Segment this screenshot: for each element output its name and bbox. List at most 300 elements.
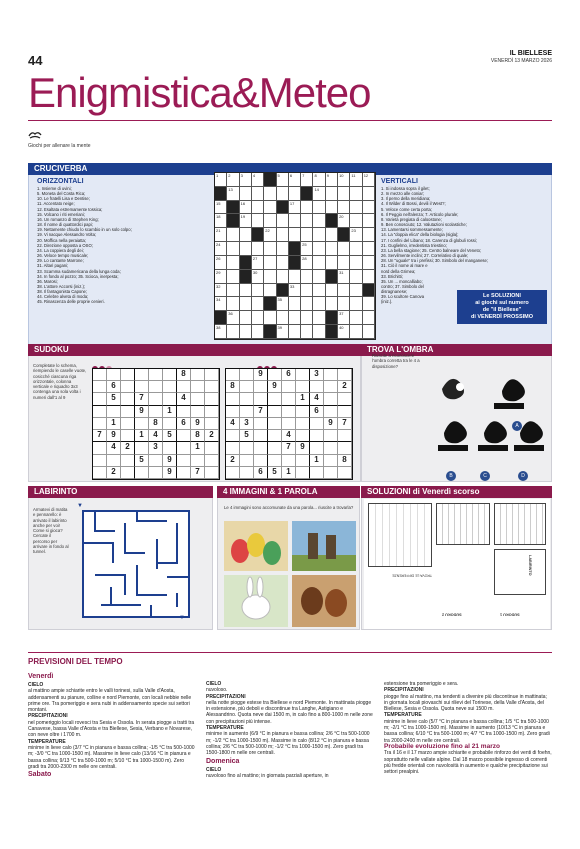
sudoku-cell[interactable]: 2	[121, 442, 135, 454]
sudoku-cell[interactable]	[121, 430, 135, 442]
crossword-grid[interactable]	[214, 172, 376, 340]
crossword-cell[interactable]	[326, 242, 338, 256]
sudoku-cell[interactable]: 9	[268, 381, 282, 393]
sudoku-cell[interactable]	[121, 393, 135, 405]
sudoku-cell[interactable]: 2	[338, 381, 352, 393]
sudoku-cell[interactable]: 1	[296, 393, 310, 405]
sudoku-cell[interactable]	[93, 418, 107, 430]
sudoku-cell[interactable]: 7	[135, 393, 149, 405]
sudoku-cell[interactable]	[338, 430, 352, 442]
sudoku-cell[interactable]: 7	[191, 467, 205, 479]
sudoku-cell[interactable]: 7	[282, 442, 296, 454]
sudoku-cell[interactable]: 5	[163, 430, 177, 442]
sudoku-cell[interactable]	[121, 381, 135, 393]
sudoku-cell[interactable]	[135, 418, 149, 430]
crossword-cell[interactable]	[326, 284, 338, 298]
crossword-cell[interactable]: 34	[215, 297, 227, 311]
sudoku-cell[interactable]: 1	[310, 455, 324, 467]
crossword-cell[interactable]: 1	[215, 173, 227, 187]
crossword-cell[interactable]: 20	[338, 214, 350, 228]
sudoku-cell[interactable]	[163, 418, 177, 430]
crossword-cell[interactable]: 36	[227, 311, 239, 325]
sudoku-cell[interactable]	[282, 393, 296, 405]
crossword-cell[interactable]	[338, 256, 350, 270]
crossword-cell[interactable]	[252, 325, 264, 339]
crossword-cell[interactable]	[240, 228, 252, 242]
sudoku-cell[interactable]: 1	[282, 467, 296, 479]
crossword-cell[interactable]	[301, 325, 313, 339]
crossword-cell[interactable]	[240, 311, 252, 325]
sudoku-cell[interactable]	[296, 369, 310, 381]
crossword-cell[interactable]: 10	[338, 173, 350, 187]
sudoku-cell[interactable]	[324, 369, 338, 381]
sudoku-cell[interactable]	[93, 406, 107, 418]
crossword-cell[interactable]	[363, 311, 375, 325]
sudoku-cell[interactable]	[268, 430, 282, 442]
sudoku-cell[interactable]: 1	[107, 418, 121, 430]
sudoku-cell[interactable]	[226, 369, 240, 381]
crossword-cell[interactable]	[313, 270, 325, 284]
sudoku-cell[interactable]	[240, 455, 254, 467]
sudoku-cell[interactable]	[282, 455, 296, 467]
crossword-cell[interactable]	[227, 284, 239, 298]
sudoku-cell[interactable]: 6	[254, 467, 268, 479]
sudoku-cell[interactable]	[177, 455, 191, 467]
crossword-cell[interactable]	[326, 297, 338, 311]
sudoku-cell[interactable]	[205, 455, 219, 467]
sudoku-cell[interactable]	[135, 381, 149, 393]
crossword-cell[interactable]	[252, 297, 264, 311]
sudoku-cell[interactable]	[191, 381, 205, 393]
sudoku-cell[interactable]	[205, 467, 219, 479]
crossword-cell[interactable]	[350, 242, 362, 256]
sudoku-cell[interactable]	[338, 393, 352, 405]
crossword-cell[interactable]	[227, 256, 239, 270]
sudoku-cell[interactable]	[324, 406, 338, 418]
crossword-cell[interactable]	[313, 297, 325, 311]
crossword-cell[interactable]	[227, 325, 239, 339]
crossword-cell[interactable]: 2	[227, 173, 239, 187]
sudoku-cell[interactable]	[240, 406, 254, 418]
sudoku-cell[interactable]: 6	[310, 406, 324, 418]
sudoku-cell[interactable]: 8	[338, 455, 352, 467]
sudoku-cell[interactable]	[121, 467, 135, 479]
sudoku-cell[interactable]: 5	[268, 467, 282, 479]
sudoku-cell[interactable]	[282, 418, 296, 430]
sudoku-cell[interactable]	[191, 455, 205, 467]
sudoku-cell[interactable]: 9	[296, 442, 310, 454]
maze-drawing[interactable]	[81, 509, 191, 619]
sudoku-cell[interactable]	[254, 418, 268, 430]
sudoku-cell[interactable]: 8	[226, 381, 240, 393]
sudoku-cell[interactable]	[324, 467, 338, 479]
sudoku-cell[interactable]: 4	[107, 442, 121, 454]
crossword-cell[interactable]	[289, 297, 301, 311]
sudoku-cell[interactable]: 8	[191, 430, 205, 442]
sudoku-cell[interactable]: 4	[177, 393, 191, 405]
crossword-cell[interactable]	[350, 187, 362, 201]
sudoku-cell[interactable]	[191, 393, 205, 405]
sudoku-cell[interactable]	[163, 393, 177, 405]
sudoku-cell[interactable]	[205, 406, 219, 418]
crossword-cell[interactable]	[264, 214, 276, 228]
sudoku-cell[interactable]	[296, 406, 310, 418]
sudoku-cell[interactable]	[149, 406, 163, 418]
crossword-cell[interactable]	[227, 270, 239, 284]
crossword-cell[interactable]: 32	[215, 284, 227, 298]
sudoku-cell[interactable]	[107, 369, 121, 381]
sudoku-cell[interactable]	[268, 393, 282, 405]
sudoku-cell[interactable]	[338, 442, 352, 454]
crossword-cell[interactable]: 17	[289, 201, 301, 215]
crossword-cell[interactable]	[338, 297, 350, 311]
crossword-cell[interactable]: 19	[240, 214, 252, 228]
sudoku-cell[interactable]	[93, 369, 107, 381]
crossword-cell[interactable]: 35	[277, 297, 289, 311]
sudoku-cell[interactable]	[163, 381, 177, 393]
sudoku-cell[interactable]	[254, 455, 268, 467]
sudoku-cell[interactable]: 8	[149, 418, 163, 430]
sudoku-cell[interactable]	[310, 442, 324, 454]
sudoku-cell[interactable]: 4	[282, 430, 296, 442]
sudoku-cell[interactable]: 1	[191, 442, 205, 454]
sudoku-grid-1[interactable]	[92, 368, 220, 480]
sudoku-cell[interactable]	[163, 369, 177, 381]
sudoku-cell[interactable]	[310, 430, 324, 442]
crossword-cell[interactable]: 16	[240, 201, 252, 215]
sudoku-cell[interactable]: 6	[282, 369, 296, 381]
sudoku-cell[interactable]	[268, 369, 282, 381]
crossword-cell[interactable]	[264, 311, 276, 325]
crossword-cell[interactable]	[240, 325, 252, 339]
sudoku-cell[interactable]	[177, 406, 191, 418]
sudoku-cell[interactable]	[107, 455, 121, 467]
sudoku-cell[interactable]	[296, 430, 310, 442]
crossword-cell[interactable]: 24	[215, 242, 227, 256]
crossword-cell[interactable]: 28	[301, 256, 313, 270]
crossword-cell[interactable]	[350, 284, 362, 298]
crossword-cell[interactable]	[326, 228, 338, 242]
sudoku-cell[interactable]	[93, 467, 107, 479]
crossword-cell[interactable]	[350, 297, 362, 311]
sudoku-cell[interactable]	[324, 381, 338, 393]
crossword-cell[interactable]	[338, 201, 350, 215]
label-c[interactable]: C	[480, 471, 490, 481]
sudoku-cell[interactable]	[310, 467, 324, 479]
crossword-cell[interactable]	[363, 201, 375, 215]
crossword-cell[interactable]	[326, 187, 338, 201]
crossword-cell[interactable]	[301, 311, 313, 325]
sudoku-cell[interactable]: 2	[107, 467, 121, 479]
crossword-cell[interactable]: 3	[240, 173, 252, 187]
sudoku-cell[interactable]	[177, 442, 191, 454]
sudoku-cell[interactable]	[324, 393, 338, 405]
crossword-cell[interactable]: 26	[215, 256, 227, 270]
crossword-cell[interactable]	[264, 201, 276, 215]
crossword-cell[interactable]	[301, 297, 313, 311]
sudoku-cell[interactable]	[121, 418, 135, 430]
sudoku-cell[interactable]: 5	[135, 455, 149, 467]
crossword-cell[interactable]: 5	[277, 173, 289, 187]
crossword-cell[interactable]	[350, 325, 362, 339]
crossword-cell[interactable]: 29	[215, 270, 227, 284]
crossword-cell[interactable]	[264, 270, 276, 284]
sudoku-cell[interactable]	[240, 467, 254, 479]
sudoku-cell[interactable]	[121, 369, 135, 381]
sudoku-cell[interactable]	[254, 381, 268, 393]
crossword-cell[interactable]	[350, 201, 362, 215]
crossword-cell[interactable]: 37	[338, 311, 350, 325]
crossword-cell[interactable]	[289, 228, 301, 242]
sudoku-cell[interactable]	[282, 381, 296, 393]
crossword-cell[interactable]	[313, 214, 325, 228]
sudoku-cell[interactable]	[268, 442, 282, 454]
sudoku-cell[interactable]	[149, 381, 163, 393]
crossword-cell[interactable]	[264, 187, 276, 201]
crossword-cell[interactable]: 4	[252, 173, 264, 187]
crossword-cell[interactable]	[338, 242, 350, 256]
crossword-cell[interactable]	[363, 242, 375, 256]
sudoku-cell[interactable]	[163, 442, 177, 454]
crossword-cell[interactable]	[363, 270, 375, 284]
crossword-cell[interactable]	[363, 256, 375, 270]
crossword-cell[interactable]	[350, 214, 362, 228]
crossword-cell[interactable]: 31	[338, 270, 350, 284]
sudoku-cell[interactable]: 9	[191, 418, 205, 430]
crossword-cell[interactable]	[227, 242, 239, 256]
crossword-cell[interactable]	[313, 242, 325, 256]
sudoku-cell[interactable]	[121, 406, 135, 418]
crossword-cell[interactable]	[289, 187, 301, 201]
crossword-cell[interactable]	[289, 270, 301, 284]
crossword-cell[interactable]	[240, 242, 252, 256]
crossword-cell[interactable]	[289, 325, 301, 339]
sudoku-cell[interactable]	[177, 381, 191, 393]
sudoku-cell[interactable]	[240, 393, 254, 405]
crossword-cell[interactable]	[313, 325, 325, 339]
sudoku-grid-2[interactable]	[225, 368, 353, 480]
sudoku-cell[interactable]	[310, 418, 324, 430]
sudoku-cell[interactable]: 5	[107, 393, 121, 405]
crossword-cell[interactable]	[227, 228, 239, 242]
sudoku-cell[interactable]: 4	[226, 418, 240, 430]
sudoku-cell[interactable]	[254, 393, 268, 405]
sudoku-cell[interactable]	[93, 442, 107, 454]
crossword-cell[interactable]	[301, 270, 313, 284]
crossword-cell[interactable]	[338, 187, 350, 201]
sudoku-cell[interactable]: 2	[226, 455, 240, 467]
crossword-cell[interactable]	[277, 187, 289, 201]
crossword-cell[interactable]: 8	[313, 173, 325, 187]
sudoku-cell[interactable]	[240, 381, 254, 393]
crossword-cell[interactable]	[240, 297, 252, 311]
crossword-cell[interactable]: 21	[215, 228, 227, 242]
crossword-cell[interactable]: 14	[313, 187, 325, 201]
sudoku-cell[interactable]	[226, 467, 240, 479]
crossword-cell[interactable]: 12	[363, 173, 375, 187]
label-a[interactable]: A	[512, 421, 522, 431]
crossword-cell[interactable]	[264, 284, 276, 298]
sudoku-cell[interactable]	[93, 455, 107, 467]
sudoku-cell[interactable]: 4	[149, 430, 163, 442]
crossword-cell[interactable]	[350, 270, 362, 284]
crossword-cell[interactable]	[264, 242, 276, 256]
label-d[interactable]: D	[518, 471, 528, 481]
sudoku-cell[interactable]	[268, 418, 282, 430]
sudoku-cell[interactable]: 4	[310, 393, 324, 405]
crossword-cell[interactable]	[350, 311, 362, 325]
sudoku-cell[interactable]	[282, 406, 296, 418]
crossword-cell[interactable]	[326, 201, 338, 215]
sudoku-cell[interactable]	[205, 442, 219, 454]
sudoku-cell[interactable]	[107, 406, 121, 418]
sudoku-cell[interactable]: 5	[240, 430, 254, 442]
crossword-cell[interactable]	[289, 214, 301, 228]
crossword-cell[interactable]	[252, 187, 264, 201]
sudoku-cell[interactable]	[135, 369, 149, 381]
crossword-cell[interactable]	[301, 284, 313, 298]
crossword-cell[interactable]	[277, 214, 289, 228]
crossword-cell[interactable]	[252, 311, 264, 325]
sudoku-cell[interactable]: 3	[310, 369, 324, 381]
crossword-cell[interactable]	[301, 201, 313, 215]
sudoku-cell[interactable]	[310, 381, 324, 393]
sudoku-cell[interactable]	[149, 393, 163, 405]
sudoku-cell[interactable]	[254, 442, 268, 454]
crossword-cell[interactable]: 9	[326, 173, 338, 187]
sudoku-cell[interactable]	[240, 442, 254, 454]
sudoku-cell[interactable]	[240, 369, 254, 381]
crossword-cell[interactable]	[313, 201, 325, 215]
crossword-cell[interactable]	[252, 201, 264, 215]
crossword-cell[interactable]: 15	[215, 201, 227, 215]
crossword-cell[interactable]	[301, 214, 313, 228]
crossword-cell[interactable]: 40	[338, 325, 350, 339]
sudoku-cell[interactable]: 8	[177, 369, 191, 381]
crossword-cell[interactable]	[277, 256, 289, 270]
crossword-cell[interactable]	[277, 270, 289, 284]
crossword-cell[interactable]: 23	[350, 228, 362, 242]
sudoku-cell[interactable]	[296, 381, 310, 393]
crossword-cell[interactable]: 22	[264, 228, 276, 242]
sudoku-cell[interactable]	[135, 467, 149, 479]
sudoku-cell[interactable]	[149, 369, 163, 381]
crossword-cell[interactable]	[363, 297, 375, 311]
crossword-cell[interactable]	[289, 311, 301, 325]
sudoku-cell[interactable]	[226, 442, 240, 454]
crossword-cell[interactable]	[313, 256, 325, 270]
sudoku-cell[interactable]: 9	[135, 406, 149, 418]
crossword-cell[interactable]: 27	[252, 256, 264, 270]
sudoku-cell[interactable]: 3	[149, 442, 163, 454]
sudoku-cell[interactable]	[324, 455, 338, 467]
sudoku-cell[interactable]	[149, 467, 163, 479]
crossword-cell[interactable]: 30	[252, 270, 264, 284]
sudoku-cell[interactable]	[191, 369, 205, 381]
crossword-cell[interactable]: 6	[289, 173, 301, 187]
sudoku-cell[interactable]	[93, 393, 107, 405]
sudoku-cell[interactable]	[177, 430, 191, 442]
sudoku-cell[interactable]: 3	[240, 418, 254, 430]
crossword-cell[interactable]: 7	[301, 173, 313, 187]
sudoku-cell[interactable]	[226, 406, 240, 418]
crossword-cell[interactable]	[350, 256, 362, 270]
sudoku-cell[interactable]: 1	[163, 406, 177, 418]
crossword-cell[interactable]: 33	[289, 284, 301, 298]
crossword-cell[interactable]	[363, 325, 375, 339]
crossword-cell[interactable]	[240, 187, 252, 201]
sudoku-cell[interactable]: 9	[163, 467, 177, 479]
crossword-cell[interactable]	[363, 228, 375, 242]
sudoku-cell[interactable]: 7	[254, 406, 268, 418]
crossword-cell[interactable]: 18	[215, 214, 227, 228]
crossword-cell[interactable]	[227, 297, 239, 311]
crossword-cell[interactable]	[277, 228, 289, 242]
sudoku-cell[interactable]	[324, 430, 338, 442]
sudoku-cell[interactable]: 9	[163, 455, 177, 467]
crossword-cell[interactable]	[313, 284, 325, 298]
crossword-cell[interactable]	[264, 256, 276, 270]
crossword-cell[interactable]	[301, 228, 313, 242]
sudoku-cell[interactable]: 1	[135, 430, 149, 442]
sudoku-cell[interactable]	[191, 406, 205, 418]
crossword-cell[interactable]: 25	[301, 242, 313, 256]
crossword-cell[interactable]	[313, 311, 325, 325]
crossword-cell[interactable]	[252, 242, 264, 256]
sudoku-cell[interactable]	[226, 393, 240, 405]
sudoku-cell[interactable]: 9	[324, 418, 338, 430]
crossword-cell[interactable]	[277, 311, 289, 325]
crossword-cell[interactable]	[240, 284, 252, 298]
sudoku-cell[interactable]	[338, 467, 352, 479]
sudoku-cell[interactable]: 9	[254, 369, 268, 381]
sudoku-cell[interactable]	[254, 430, 268, 442]
crossword-cell[interactable]: 39	[277, 325, 289, 339]
crossword-cell[interactable]	[338, 284, 350, 298]
sudoku-cell[interactable]	[296, 467, 310, 479]
sudoku-cell[interactable]	[338, 406, 352, 418]
sudoku-cell[interactable]: 9	[107, 430, 121, 442]
sudoku-cell[interactable]	[205, 381, 219, 393]
sudoku-cell[interactable]	[226, 430, 240, 442]
sudoku-cell[interactable]	[324, 442, 338, 454]
sudoku-cell[interactable]	[121, 455, 135, 467]
crossword-cell[interactable]	[252, 214, 264, 228]
crossword-cell[interactable]: 13	[227, 187, 239, 201]
crossword-cell[interactable]	[363, 214, 375, 228]
sudoku-cell[interactable]	[205, 369, 219, 381]
sudoku-cell[interactable]	[296, 418, 310, 430]
sudoku-cell[interactable]	[338, 369, 352, 381]
crossword-cell[interactable]	[313, 228, 325, 242]
sudoku-cell[interactable]	[177, 467, 191, 479]
sudoku-cell[interactable]	[135, 442, 149, 454]
crossword-cell[interactable]	[363, 187, 375, 201]
crossword-cell[interactable]	[277, 242, 289, 256]
sudoku-cell[interactable]	[205, 393, 219, 405]
sudoku-cell[interactable]	[93, 381, 107, 393]
sudoku-cell[interactable]: 7	[338, 418, 352, 430]
crossword-cell[interactable]: 11	[350, 173, 362, 187]
sudoku-cell[interactable]: 6	[177, 418, 191, 430]
sudoku-cell[interactable]	[296, 455, 310, 467]
sudoku-cell[interactable]	[205, 418, 219, 430]
sudoku-cell[interactable]	[149, 455, 163, 467]
sudoku-cell[interactable]: 6	[107, 381, 121, 393]
sudoku-cell[interactable]	[268, 455, 282, 467]
crossword-cell[interactable]: 38	[215, 325, 227, 339]
label-b[interactable]: B	[446, 471, 456, 481]
